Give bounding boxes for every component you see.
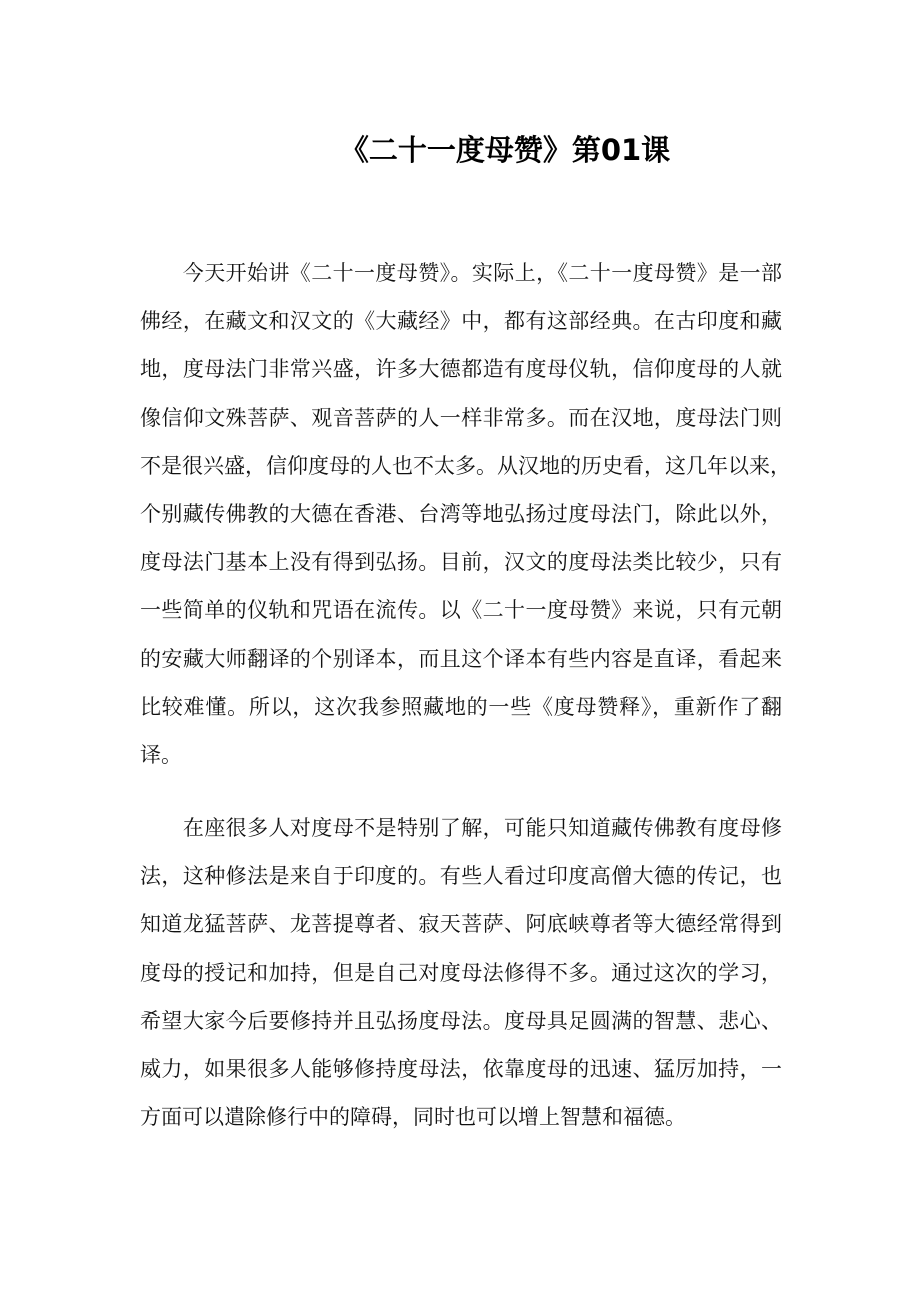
paragraph-line: 佛经，在藏文和汉文的《大藏经》中，都有这部经典。在古印度和藏 (140, 309, 782, 334)
paragraph-line: 方面可以遣除修行中的障碍，同时也可以增上智慧和福德。 (140, 1105, 686, 1130)
paragraph-line: 知道龙猛菩萨、龙菩提尊者、寂天菩萨、阿底峡尊者等大德经常得到 (140, 912, 782, 937)
paragraph-line: 不是很兴盛，信仰度母的人也不太多。从汉地的历史看，这几年以来， (140, 453, 791, 478)
page-title: 《二十一度母赞》第01课 (339, 133, 671, 167)
paragraph-line: 度母的授记和加持，但是自己对度母法修得不多。通过这次的学习， (140, 960, 782, 985)
paragraph-line: 个别藏传佛教的大德在香港、台湾等地弘扬过度母法门，除此以外， (140, 501, 782, 526)
paragraph-line: 一些简单的仪轨和咒语在流传。以《二十一度母赞》来说，只有元朝 (140, 598, 782, 623)
paragraph-line: 译。 (140, 742, 182, 767)
paragraph-line: 威力，如果很多人能够修持度母法，依靠度母的迅速、猛厉加持，一 (140, 1056, 782, 1081)
paragraph-1 (140, 249, 791, 779)
paragraph-line: 的安藏大师翻译的个别译本，而且这个译本有些内容是直译，看起来 (140, 646, 782, 671)
paragraph-line: 今天开始讲《二十一度母赞》。实际上，《二十一度母赞》是一部 (140, 261, 782, 285)
paragraph-line: 希望大家今后要修持并且弘扬度母法。度母具足圆满的智慧、悲心、 (140, 1008, 782, 1033)
paragraph-line: 法，这种修法是来自于印度的。有些人看过印度高僧大德的传记，也 (140, 864, 782, 889)
paragraph-line: 比较难懂。所以，这次我参照藏地的一些《度母赞释》，重新作了翻 (140, 694, 782, 719)
paragraph-line: 像信仰文殊菩萨、观音菩萨的人一样非常多。而在汉地，度母法门则 (140, 405, 782, 430)
paragraph-line: 度母法门基本上没有得到弘扬。目前，汉文的度母法类比较少，只有 (140, 550, 782, 575)
paragraph-2 (140, 804, 782, 1141)
paragraph-line: 在座很多人对度母不是特别了解，可能只知道藏传佛教有度母修 (140, 816, 782, 840)
paragraph-line: 地，度母法门非常兴盛，许多大德都造有度母仪轨，信仰度母的人就 (140, 357, 782, 382)
